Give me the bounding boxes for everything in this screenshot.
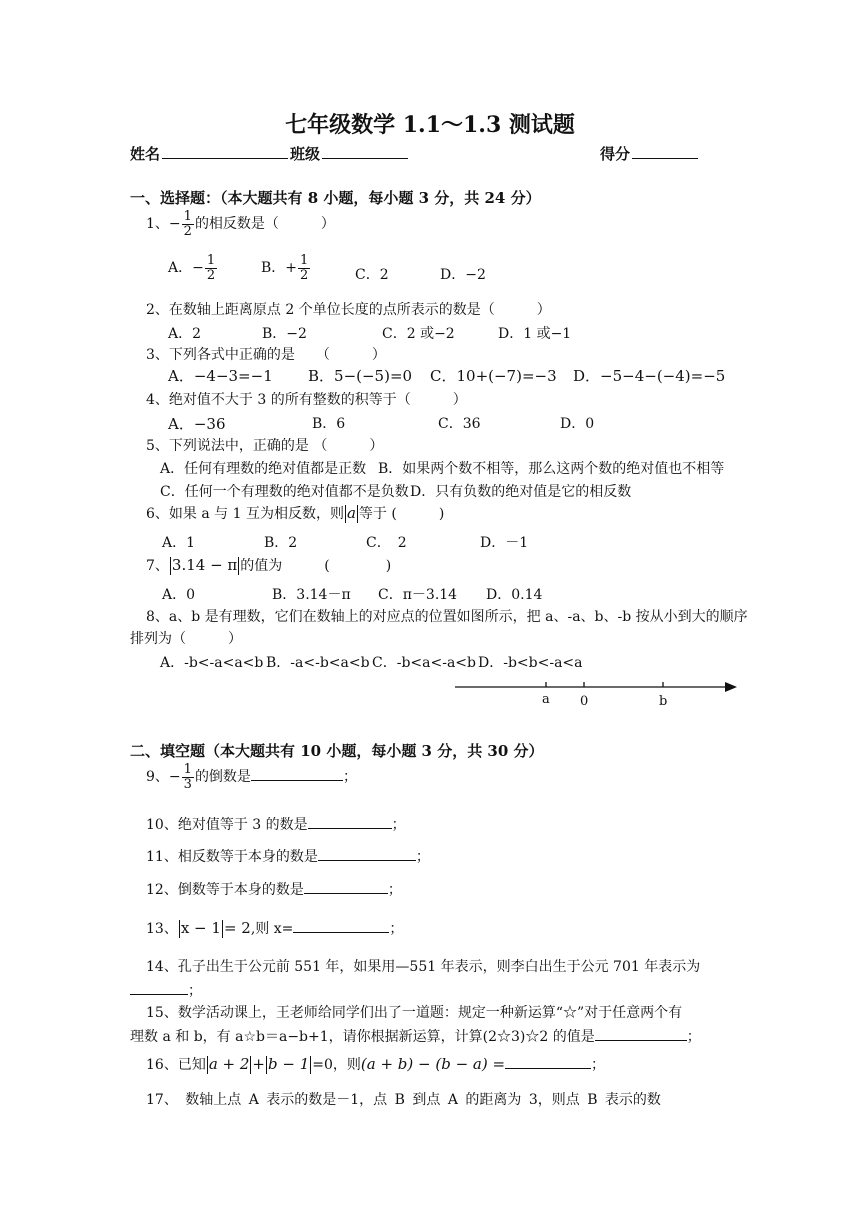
- q2-option-d[interactable]: D．1 或−1: [498, 326, 572, 342]
- question-5: 5、下列说法中，正确的是 （ ）: [146, 438, 384, 454]
- question-10: 10、绝对值等于 3 的数是 ；: [146, 814, 406, 834]
- question-7: 7、 3.14 − π 的值为 ( ): [146, 556, 392, 574]
- q3-option-a[interactable]: A．−4−3=−1: [168, 367, 273, 385]
- question-6: 6、如果 a 与 1 互为相反数，则 a 等于 ( ): [146, 504, 445, 522]
- q1-stem: 的相反数是（ ）: [194, 216, 335, 233]
- q4-option-a[interactable]: A．−36: [168, 415, 226, 433]
- q6-option-a[interactable]: A．1: [162, 535, 196, 551]
- question-17: 17、 数轴上点 A 表示的数是－1，点 B 到点 A 的距离为 3，则点 B 表示的数: [146, 1092, 661, 1108]
- q5-option-c[interactable]: C．任何一个有理数的绝对值都不是负数: [160, 484, 409, 500]
- q10-answer-blank[interactable]: [308, 814, 392, 829]
- q1-option-a[interactable]: A．− $\frac{1}{2}$: [168, 253, 216, 283]
- section2-heading: 二、填空题（本大题共有 10 小题，每小题 3 分，共 30 分）: [130, 742, 544, 760]
- axis-label-b: b: [659, 694, 668, 709]
- q1-neg-sign: −: [168, 216, 181, 233]
- q7-option-a[interactable]: A．0: [162, 587, 196, 603]
- q1-option-c[interactable]: C．2: [355, 267, 389, 283]
- question-14-line1: 14、孔子出生于公元前 551 年，如果用—551 年表示，则李白出生于公元 701 年表示为: [146, 959, 701, 975]
- question-1: [146, 210, 335, 238]
- q3-option-c[interactable]: C．10+(−7)=−3: [430, 367, 557, 385]
- question-12: 12、倒数等于本身的数是 ；: [146, 879, 402, 899]
- name-label: 姓名: [130, 145, 161, 163]
- question-16: 16、已知 a + 2 + b − 1 =0，则(a + b) − (b − a) = ；: [146, 1055, 606, 1073]
- q9-answer-blank[interactable]: [251, 766, 343, 781]
- q6-option-d[interactable]: D．－1: [480, 535, 529, 551]
- question-3: 3、下列各式中正确的是 （ ）: [146, 347, 386, 363]
- class-blank[interactable]: [322, 142, 408, 159]
- question-8-line1: 8、a、b 是有理数，它们在数轴上的对应点的位置如图所示，把 a、-a、b、-b 按从小到大的顺序: [146, 609, 748, 625]
- q11-answer-blank[interactable]: [318, 846, 416, 861]
- section1-heading: 一、选择题：（本大题共有 8 小题，每小题 3 分，共 24 分）: [130, 189, 541, 207]
- score-field-row: [600, 142, 700, 164]
- q7-option-c[interactable]: C．π－3.14: [378, 587, 458, 603]
- score-blank[interactable]: [632, 142, 698, 159]
- q6-option-c[interactable]: C． 2: [366, 535, 407, 551]
- q7-option-b[interactable]: B．3.14－π: [272, 587, 351, 603]
- q7-option-d[interactable]: D．0.14: [486, 587, 543, 603]
- q12-answer-blank[interactable]: [304, 879, 388, 894]
- q2-option-c[interactable]: C．2 或−2: [382, 326, 455, 342]
- q4-option-d[interactable]: D．0: [560, 416, 595, 432]
- q6-variable: a: [346, 504, 356, 522]
- q14-answer-blank[interactable]: [130, 980, 188, 995]
- q1-number: 1、: [146, 216, 169, 233]
- q13-answer-blank[interactable]: [293, 918, 389, 933]
- arrow-right-icon: [725, 682, 737, 692]
- q8-option-d[interactable]: D．-b<b<-a<a: [478, 655, 583, 671]
- q2-option-a[interactable]: A．2: [168, 326, 202, 342]
- q5-option-a[interactable]: A．任何有理数的绝对值都是正数: [160, 461, 367, 477]
- q8-option-a[interactable]: A．-b<-a<a<b: [160, 655, 264, 671]
- q16-answer-blank[interactable]: [505, 1054, 591, 1069]
- q3-option-d[interactable]: D．−5−4−(−4)=−5: [573, 367, 726, 385]
- question-2: 2、在数轴上距离原点 2 个单位长度的点所表示的数是（ ）: [146, 302, 551, 318]
- q4-option-c[interactable]: C．36: [438, 416, 481, 432]
- name-field-row: [130, 142, 410, 164]
- question-15-line1: 15、数学活动课上，王老师给同学们出了一道题：规定一种新运算“☆”对于任意两个有: [146, 1005, 683, 1021]
- axis-label-zero: 0: [580, 694, 589, 709]
- q8-option-b[interactable]: B．-a<-b<a<b: [266, 655, 370, 671]
- score-label: 得分: [600, 145, 631, 163]
- q15-answer-blank[interactable]: [595, 1026, 687, 1041]
- q8-option-c[interactable]: C．-b<a<-a<b: [372, 655, 476, 671]
- q4-option-b[interactable]: B．6: [312, 416, 346, 432]
- q2-option-b[interactable]: B．−2: [262, 326, 307, 342]
- question-15-line2: 理数 a 和 b，有 a☆b＝a−b+1，请你根据新运算，计算(2☆3)☆2 的值是 ；: [130, 1026, 701, 1046]
- page-title: 七年级数学 1.1～1.3 测试题: [285, 112, 575, 138]
- question-14-line2: ；: [130, 980, 202, 1000]
- question-9: 9、− $\frac{1}{3}$ 的倒数是 ；: [146, 762, 357, 792]
- q6-option-b[interactable]: B．2: [264, 535, 298, 551]
- question-4: 4、绝对值不大于 3 的所有整数的积等于（ ）: [146, 392, 467, 408]
- q3-option-b[interactable]: B．5−(−5)=0: [308, 367, 413, 385]
- q5-option-d[interactable]: D．只有负数的绝对值是它的相反数: [410, 484, 632, 500]
- axis-label-a: a: [542, 692, 550, 707]
- question-8-line2: 排列为（ ）: [130, 631, 242, 647]
- question-13: 13、 x − 1 = 2,则 x= ；: [146, 919, 404, 937]
- q7-expression: 3.14 − π: [171, 556, 238, 574]
- q1-option-d[interactable]: D．−2: [440, 267, 486, 283]
- class-label: 班级: [290, 145, 321, 163]
- q1-fraction: $\frac{1}{2}$: [183, 209, 192, 239]
- name-blank[interactable]: [162, 142, 288, 159]
- number-line-figure: [450, 676, 745, 712]
- question-11: 11、相反数等于本身的数是 ；: [146, 846, 430, 866]
- q1-option-b[interactable]: B．+ $\frac{1}{2}$: [261, 253, 309, 283]
- q5-option-b[interactable]: B．如果两个数不相等，那么这两个数的绝对值也不相等: [378, 461, 725, 477]
